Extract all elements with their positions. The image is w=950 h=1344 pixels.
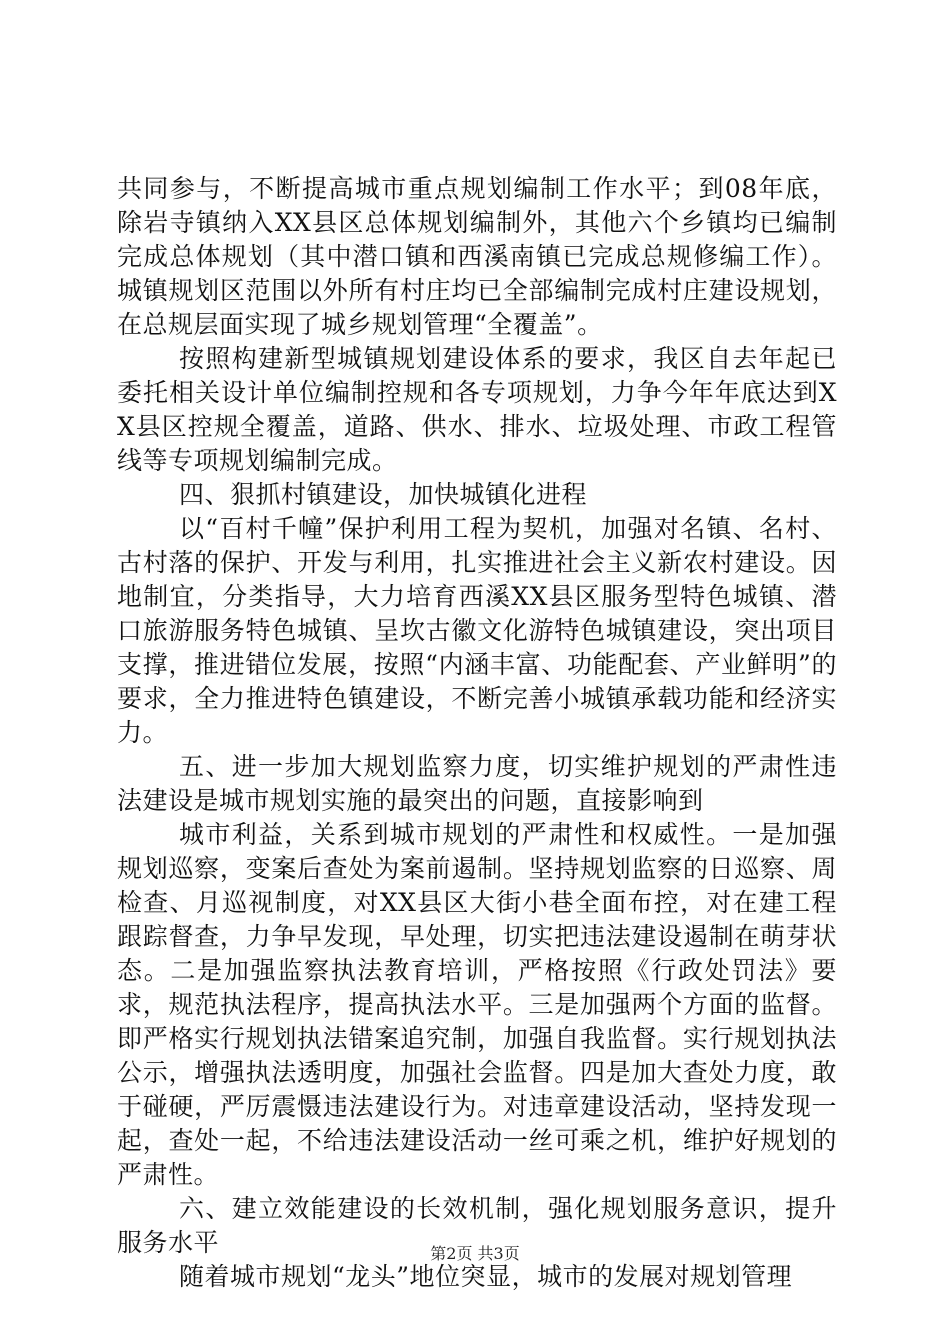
section-heading-6: 六、建立效能建设的长效机制，强化规划服务意识，提升服务水平 [117, 1194, 837, 1257]
page-total: 共3页 [477, 1244, 520, 1263]
page-footer [0, 1244, 950, 1264]
page-number: 第2页 [430, 1244, 473, 1263]
paragraph-1: 共同参与，不断提高城市重点规划编制工作水平；到08年底，除岩寺镇纳入XX县区总体规划编制外，其他六个乡镇均已编制完成总体规划（其中潜口镇和西溪南镇已完成总规修编工作）。城镇规划区范围以外所有村庄均已全部编制完成村庄建设规划，在总规层面实现了城乡规划管理“全覆盖”。 [117, 174, 837, 339]
document-body [117, 172, 837, 1294]
paragraph-5: 随着城市规划“龙头”地位突显，城市的发展对规划管理 [179, 1262, 793, 1291]
section-heading-5: 五、进一步加大规划监察力度，切实维护规划的严肃性违法建设是城市规划实施的最突出的问题，直接影响到 [117, 752, 837, 815]
paragraph-2: 按照构建新型城镇规划建设体系的要求，我区自去年起已委托相关设计单位编制控规和各专项规划，力争今年年底达到XX县区控规全覆盖，道路、供水、排水、垃圾处理、市政工程管线等专项规划编制完成。 [117, 344, 837, 475]
paragraph-3: 以“百村千幢”保护利用工程为契机，加强对名镇、名村、古村落的保护、开发与利用，扎实推进社会主义新农村建设。因地制宜，分类指导，大力培育西溪XX县区服务型特色城镇、潜口旅游服务特色城镇、呈坎古徽文化游特色城镇建设，突出项目支撑，推进错位发展，按照“内涵丰富、功能配套、产业鲜明”的要求，全力推进特色镇建设，不断完善小城镇承载功能和经济实力。 [117, 514, 837, 747]
paragraph-4: 城市利益，关系到城市规划的严肃性和权威性。一是加强规划巡察，变案后查处为案前遏制。坚持规划监察的日巡察、周检查、月巡视制度，对XX县区大街小巷全面布控，对在建工程跟踪督查，力争早发现，早处理，切实把违法建设遏制在萌芽状态。二是加强监察执法教育培训，严格按照《行政处罚法》要求，规范执法程序，提高执法水平。三是加强两个方面的监督。即严格实行规划执法错案追究制，加强自我监督。实行规划执法公示，增强执法透明度，加强社会监督。四是加大查处力度，敢于碰硬，严厉震慑违法建设行为。对违章建设活动，坚持发现一起，查处一起，不给违法建设活动一丝可乘之机，维护好规划的严肃性。 [117, 820, 837, 1189]
section-heading-4: 四、狠抓村镇建设，加快城镇化进程 [179, 480, 588, 509]
